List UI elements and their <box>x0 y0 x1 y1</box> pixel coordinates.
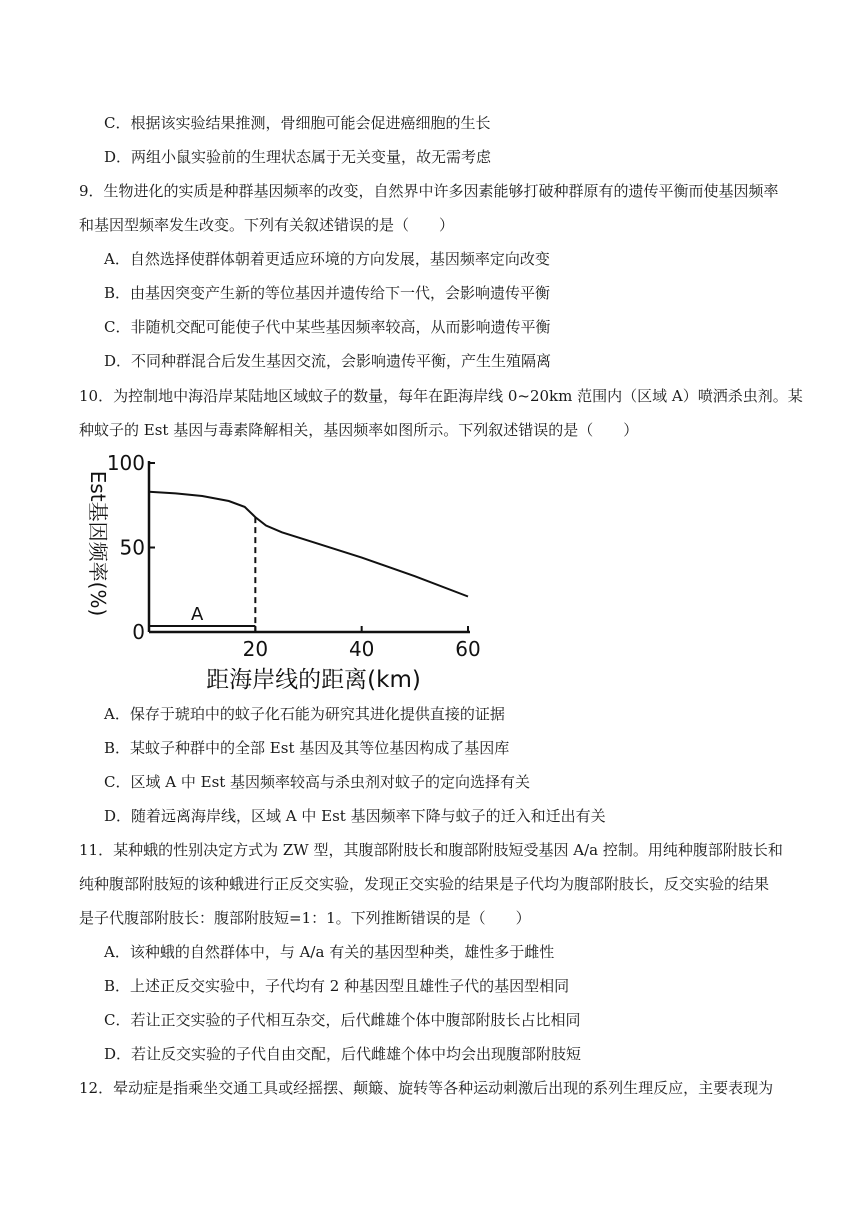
q11-option-d: D．若让反交实验的子代自由交配，后代雌雄个体中均会出现腹部附肢短 <box>104 1045 582 1063</box>
q10-option-b: B．某蚊子种群中的全部 Est 基因及其等位基因构成了基因库 <box>104 739 510 757</box>
q9-option-a: A．自然选择使群体朝着更适应环境的方向发展，基因频率定向改变 <box>104 250 550 268</box>
q10-stem-line-2: 种蚊子的 Est 基因与毒素降解相关，基因频率如图所示。下列叙述错误的是（ ） <box>79 421 639 439</box>
y-tick-label: 100 <box>106 451 145 475</box>
q10-option-a: A．保存于琥珀中的蚊子化石能为研究其进化提供直接的证据 <box>104 705 505 723</box>
q9-stem-line-2: 和基因型频率发生改变。下列有关叙述错误的是（ ） <box>79 216 455 234</box>
q11-option-c: C．若让正交实验的子代相互杂交，后代雌雄个体中腹部附肢长占比相同 <box>104 1011 581 1029</box>
region-a-label: A <box>191 604 204 625</box>
q10-stem-line-1: 10．为控制地中海沿岸某陆地区域蚊子的数量，每年在距海岸线 0~20km 范围内（区域 A）喷洒杀虫剂。某 <box>79 387 803 405</box>
q11-stem-line-1: 11．某种蛾的性别决定方式为 ZW 型，其腹部附肢长和腹部附肢短受基因 A/a 控制。用纯种腹部附肢长和 <box>79 841 783 859</box>
x-tick-label: 20 <box>242 637 269 661</box>
q11-option-b: B．上述正反交实验中，子代均有 2 种基因型且雄性子代的基因型相同 <box>104 977 570 995</box>
q10-option-d: D．随着远离海岸线，区域 A 中 Est 基因频率下降与蚊子的迁入和迁出有关 <box>104 807 606 825</box>
x-axis-title: 距海岸线的距离(km) <box>206 667 421 693</box>
y-tick-label: 50 <box>119 535 145 560</box>
q11-stem-line-3: 是子代腹部附肢长：腹部附肢短=1：1。下列推断错误的是（ ） <box>79 909 531 927</box>
est-frequency-line <box>149 492 468 597</box>
q8-option-d: D．两组小鼠实验前的生理状态属于无关变量，故无需考虑 <box>104 148 492 166</box>
y-axis-title: Est基因频率(%) <box>86 470 110 617</box>
x-tick-label: 60 <box>455 637 481 661</box>
y-tick-label: 0 <box>132 620 145 644</box>
q10-option-c: C．区域 A 中 Est 基因频率较高与杀虫剂对蚊子的定向选择有关 <box>104 773 531 791</box>
q9-stem-line-1: 9．生物进化的实质是种群基因频率的改变，自然界中许多因素能够打破种群原有的遗传平衡而使基因频率 <box>79 182 779 200</box>
q9-option-c: C．非随机交配可能使子代中某些基因频率较高，从而影响遗传平衡 <box>104 318 551 336</box>
q9-option-d: D．不同种群混合后发生基因交流，会影响遗传平衡，产生生殖隔离 <box>104 352 552 370</box>
q11-stem-line-2: 纯种腹部附肢短的该种蛾进行正反交实验，发现正交实验的结果是子代均为腹部附肢长，反交实验的结果 <box>79 875 770 893</box>
x-tick-label: 40 <box>348 637 375 661</box>
q11-option-a: A．该种蛾的自然群体中，与 A/a 有关的基因型种类，雄性多于雌性 <box>104 943 555 961</box>
q12-stem-line-1: 12．晕动症是指乘坐交通工具或经摇摆、颠簸、旋转等各种运动刺激后出现的系列生理反应，主要表现为 <box>79 1079 774 1097</box>
q9-option-b: B．由基因突变产生新的等位基因并遗传给下一代，会影响遗传平衡 <box>104 284 551 302</box>
est-frequency-chart <box>80 450 500 700</box>
q8-option-c: C．根据该实验结果推测，骨细胞可能会促进癌细胞的生长 <box>104 114 491 132</box>
